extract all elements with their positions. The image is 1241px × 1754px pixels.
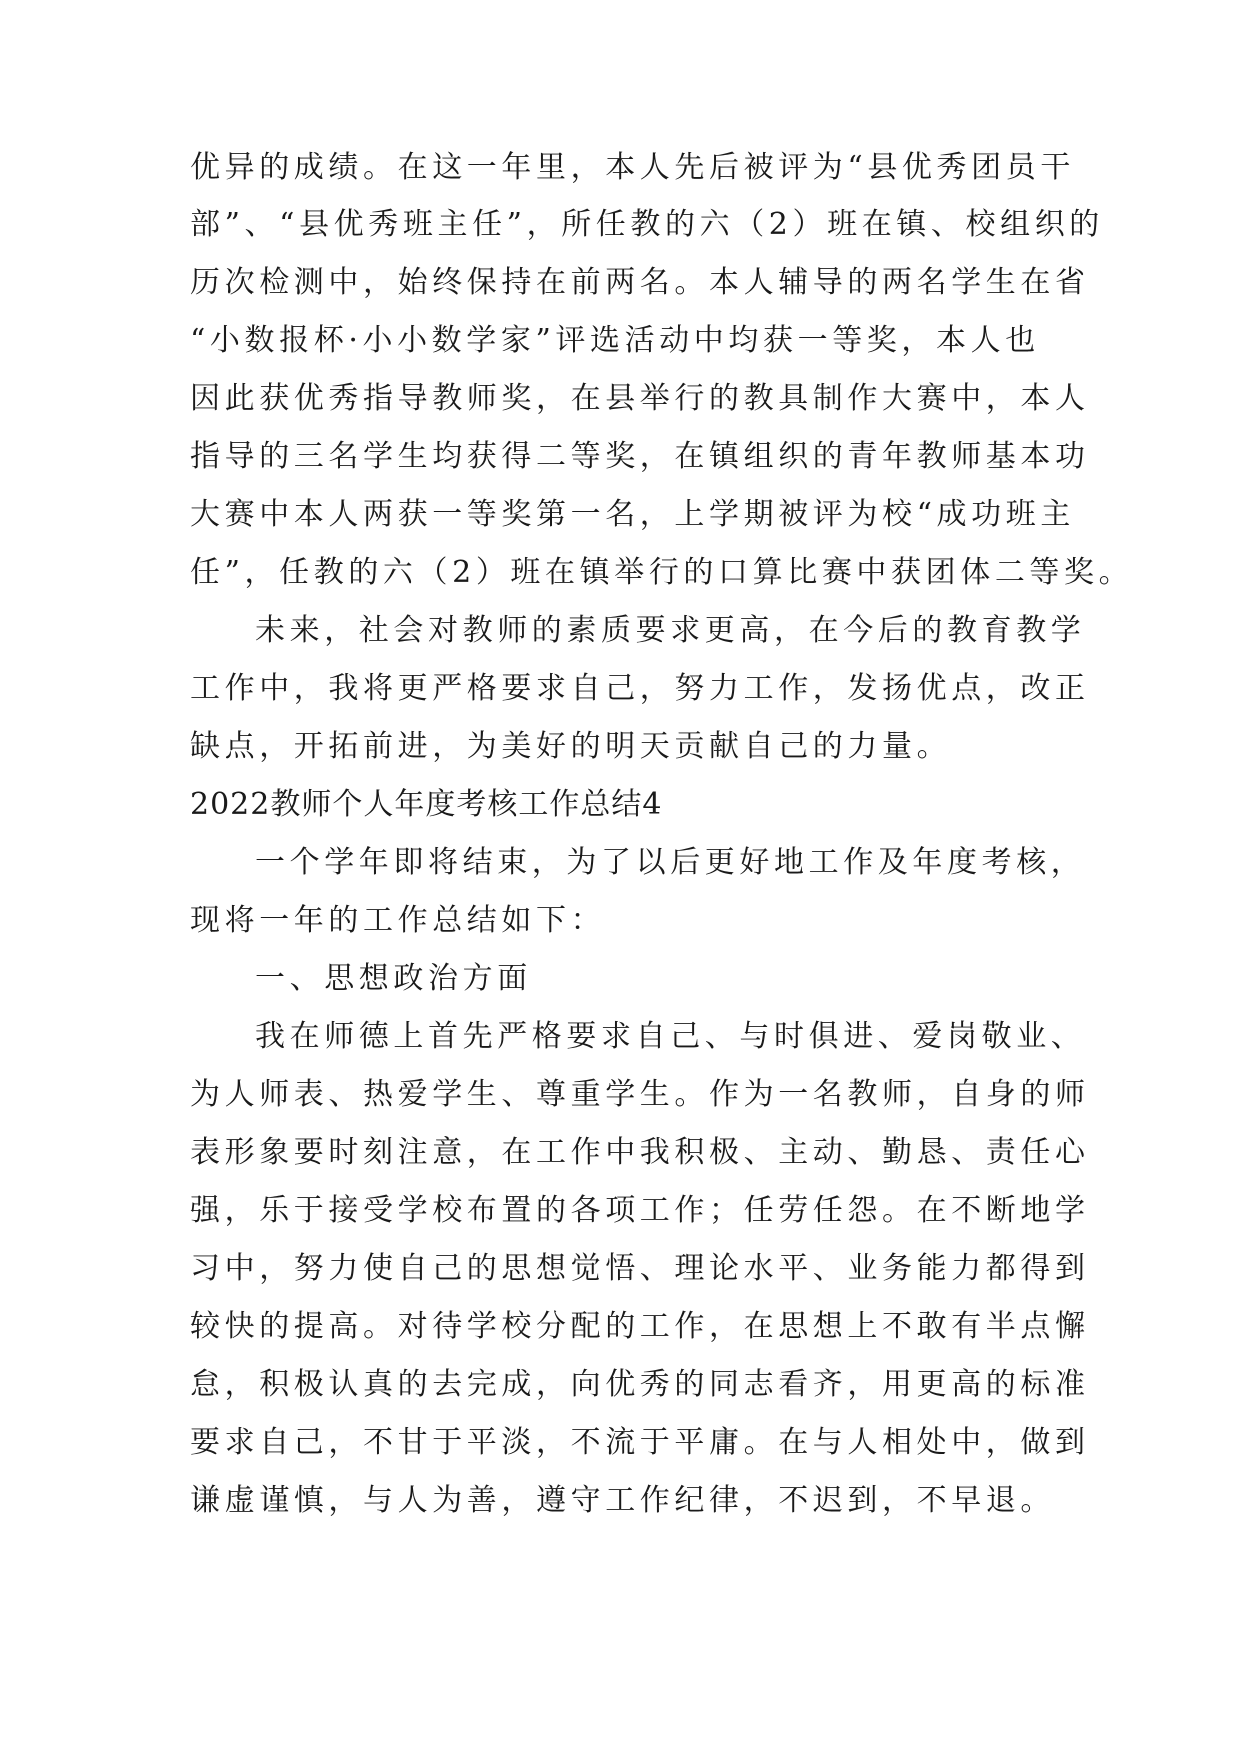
paragraph-line: 较快的提高。对待学校分配的工作，在思想上不敢有半点懈 [190, 1309, 1090, 1344]
paragraph-line: 工作中，我将更严格要求自己，努力工作，发扬优点，改正 [190, 671, 1090, 706]
paragraph-first-line: 我在师德上首先严格要求自己、与时俱进、爱岗敬业、 [255, 1019, 1086, 1054]
paragraph-line: 缺点，开拓前进，为美好的明天贡献自己的力量。 [190, 729, 952, 764]
paragraph-line: 因此获优秀指导教师奖，在县举行的教具制作大赛中，本人 [190, 381, 1090, 416]
paragraph-line: 部”、“县优秀班主任”，所任教的六（2）班在镇、校组织的 [190, 207, 1104, 242]
paragraph-line: 指导的三名学生均获得二等奖，在镇组织的青年教师基本功 [190, 439, 1090, 474]
paragraph-line: 历次检测中，始终保持在前两名。本人辅导的两名学生在省 [190, 265, 1090, 300]
section-heading: 2022教师个人年度考核工作总结4 [190, 787, 663, 822]
paragraph-line: 现将一年的工作总结如下： [190, 903, 606, 938]
paragraph-first-line: 一个学年即将结束，为了以后更好地工作及年度考核， [255, 845, 1086, 880]
paragraph-line: 任”，任教的六（2）班在镇举行的口算比赛中获团体二等奖。 [190, 555, 1134, 590]
paragraph-line: 怠，积极认真的去完成，向优秀的同志看齐，用更高的标准 [190, 1367, 1090, 1402]
paragraph-line: “小数报杯·小小数学家”评选活动中均获一等奖，本人也 [190, 323, 1040, 358]
paragraph-first-line: 未来，社会对教师的素质要求更高，在今后的教育教学 [255, 613, 1086, 648]
paragraph-line: 谦虚谨慎，与人为善，遵守工作纪律，不迟到，不早退。 [190, 1483, 1055, 1518]
subsection-heading: 一、思想政治方面 [255, 961, 532, 996]
paragraph-line: 表形象要时刻注意，在工作中我积极、主动、勤恳、责任心 [190, 1135, 1090, 1170]
paragraph-line: 为人师表、热爱学生、尊重学生。作为一名教师，自身的师 [190, 1077, 1090, 1112]
paragraph-line: 优异的成绩。在这一年里，本人先后被评为“县优秀团员干 [190, 150, 1075, 185]
paragraph-line: 习中，努力使自己的思想觉悟、理论水平、业务能力都得到 [190, 1251, 1090, 1286]
paragraph-line: 强，乐于接受学校布置的各项工作；任劳任怨。在不断地学 [190, 1193, 1090, 1228]
paragraph-line: 要求自己，不甘于平淡，不流于平庸。在与人相处中，做到 [190, 1425, 1090, 1460]
paragraph-line: 大赛中本人两获一等奖第一名，上学期被评为校“成功班主 [190, 497, 1075, 532]
